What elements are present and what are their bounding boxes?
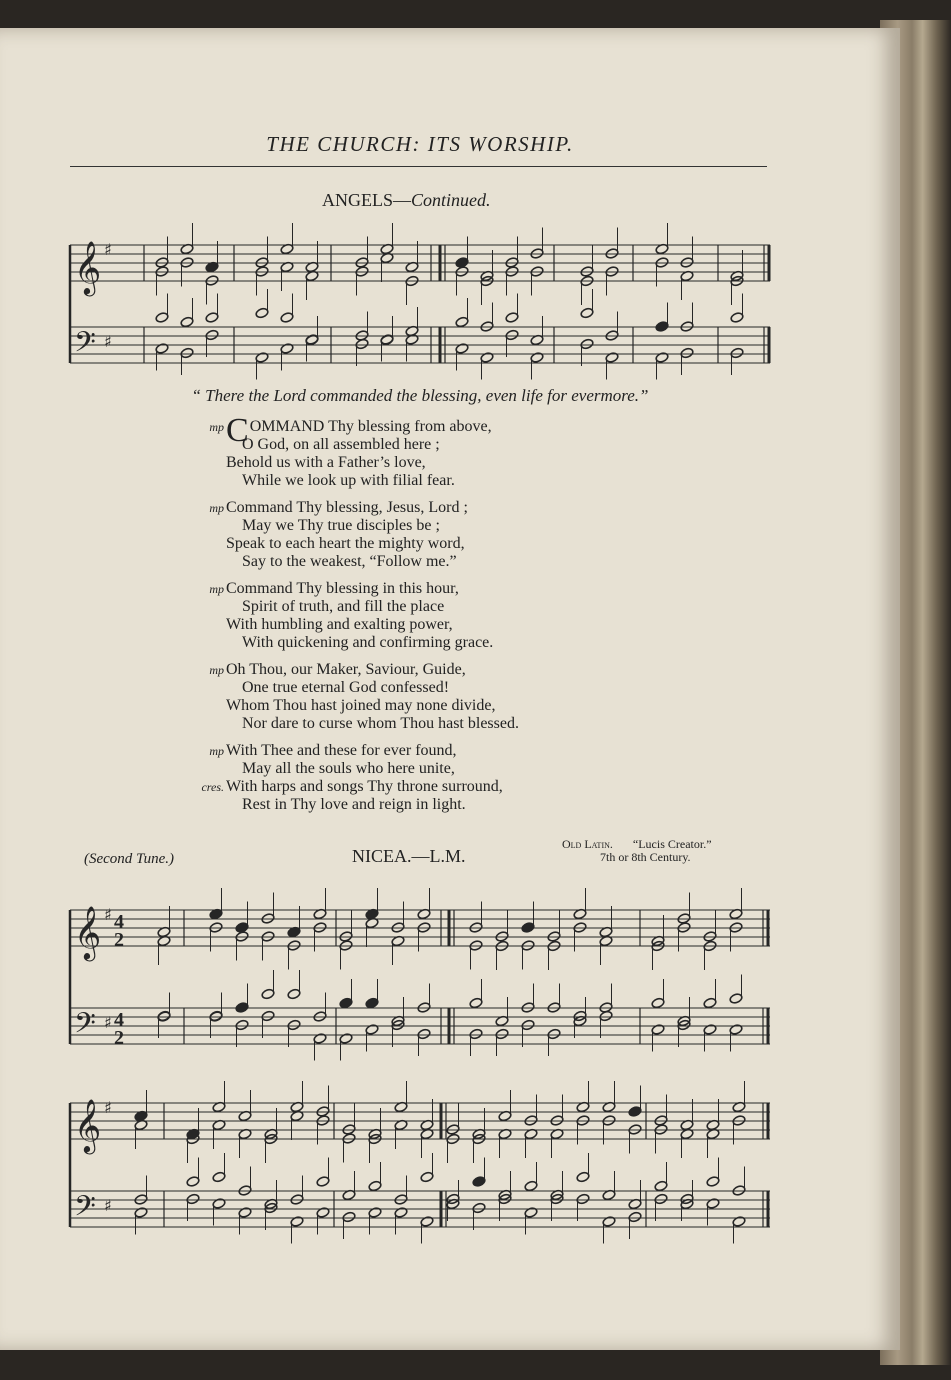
note-head xyxy=(313,1033,327,1045)
hymn-line-text: Spirit of truth, and fill the place xyxy=(242,598,445,615)
note-head xyxy=(394,1207,408,1219)
tune-name: ANGELS— xyxy=(322,190,411,210)
hymn-line xyxy=(226,616,786,634)
hymn-line-text: With Thee and these for ever found, xyxy=(226,742,457,759)
bass-staff xyxy=(70,1191,770,1227)
scripture-caption: “ There the Lord commanded the blessing, even life for evermore.” xyxy=(191,386,649,405)
bass-staff xyxy=(70,327,770,363)
note-head xyxy=(212,1198,226,1210)
hymn-line-text: O God, on all assembled here ; xyxy=(242,436,440,453)
note-head xyxy=(339,1033,353,1045)
source-century: 7th or 8th Century. xyxy=(600,850,691,864)
note-head xyxy=(732,1216,746,1228)
note-head xyxy=(420,1171,434,1183)
time-signature-bottom: 2 xyxy=(114,1027,124,1049)
note-head xyxy=(680,1193,694,1205)
music-system-nicea-2 xyxy=(66,1053,778,1230)
hymn-line xyxy=(226,553,786,571)
treble-clef-icon: 𝄞 xyxy=(74,240,102,294)
note-head xyxy=(368,1180,382,1192)
hymn-line xyxy=(226,796,786,814)
dynamic-marking: mp xyxy=(209,420,224,434)
note-head xyxy=(186,1176,200,1188)
note-head xyxy=(573,1010,587,1022)
note-head xyxy=(654,1193,668,1205)
hymn-line-text: Oh Thou, our Maker, Saviour, Guide, xyxy=(226,661,466,678)
key-signature-sharp-icon: ♯ xyxy=(104,1196,112,1215)
note-head xyxy=(729,993,743,1005)
tune-continued: Continued. xyxy=(411,190,491,210)
hymn-line-text: Speak to each heart the mighty word, xyxy=(226,535,465,552)
note-head xyxy=(205,312,219,324)
hymn-line-text: May we Thy true disciples be ; xyxy=(242,517,440,534)
note-head xyxy=(521,1019,535,1031)
note-head xyxy=(530,352,544,364)
note-head xyxy=(316,1176,330,1188)
note-head xyxy=(628,1211,642,1223)
hymn-line xyxy=(226,634,786,652)
note-head xyxy=(212,1171,226,1183)
note-head xyxy=(134,1207,148,1219)
note-head xyxy=(209,1010,223,1022)
time-signature-top: 4 xyxy=(114,1009,124,1031)
note-head xyxy=(155,312,169,324)
hymn-line xyxy=(201,778,786,796)
music-system-nicea-1 xyxy=(66,866,778,1049)
second-tune-label: (Second Tune.) xyxy=(84,851,174,867)
note-head xyxy=(469,1028,483,1040)
stanza xyxy=(201,742,786,814)
hymn-line-text: Say to the weakest, “Follow me.” xyxy=(242,553,457,570)
note-head xyxy=(495,1028,509,1040)
key-signature-sharp-icon: ♯ xyxy=(104,332,112,351)
note-head xyxy=(580,338,594,350)
hymn-line-text: Command Thy blessing, Jesus, Lord ; xyxy=(226,499,468,516)
note-head xyxy=(654,1180,668,1192)
note-head xyxy=(703,1024,717,1036)
note-head xyxy=(280,312,294,324)
treble-staff xyxy=(70,1103,770,1139)
note-head xyxy=(505,312,519,324)
note-head xyxy=(655,352,669,364)
note-head xyxy=(342,1211,356,1223)
hymn-line-text: With humbling and exalting power, xyxy=(226,616,453,633)
music-system-angels xyxy=(66,211,778,371)
note-head xyxy=(180,316,194,328)
note-head xyxy=(405,334,419,346)
hymn-line-text: May all the souls who here unite, xyxy=(242,760,455,777)
note-head xyxy=(316,1207,330,1219)
note-head xyxy=(706,1176,720,1188)
hymn-line-text: While we look up with filial fear. xyxy=(242,472,455,489)
note-head xyxy=(280,343,294,355)
dynamic-marking: mp xyxy=(209,663,224,677)
note-head xyxy=(729,1024,743,1036)
dynamic-marking: mp xyxy=(209,582,224,596)
note-head xyxy=(547,1028,561,1040)
treble-clef-icon: 𝄞 xyxy=(74,905,102,959)
note-head xyxy=(655,321,669,333)
note-head xyxy=(365,997,379,1009)
note-head xyxy=(261,1010,275,1022)
bass-clef-icon: 𝄢 xyxy=(74,1190,96,1230)
drop-cap: C xyxy=(226,412,249,449)
source-origin: Old Latin. xyxy=(562,837,613,851)
note-head xyxy=(290,1216,304,1228)
note-head xyxy=(305,334,319,346)
note-head xyxy=(602,1216,616,1228)
dynamic-marking: mp xyxy=(209,501,224,515)
note-head xyxy=(680,347,694,359)
note-head xyxy=(235,1019,249,1031)
hymn-line xyxy=(226,598,786,616)
note-head xyxy=(469,997,483,1009)
note-head xyxy=(521,922,535,934)
note-head xyxy=(628,1106,642,1118)
hymn-line xyxy=(209,742,786,760)
hymn-line xyxy=(226,715,786,733)
hymn-line-text: OMMAND Thy blessing from above, xyxy=(249,418,492,435)
time-signature-bottom: 2 xyxy=(114,929,124,951)
note-head xyxy=(446,1193,460,1205)
note-head xyxy=(651,997,665,1009)
key-signature-sharp-icon: ♯ xyxy=(104,240,112,259)
hymn-line xyxy=(209,661,786,679)
dynamic-marking: cres. xyxy=(201,780,224,794)
hymn-line xyxy=(226,436,786,454)
note-head xyxy=(355,338,369,350)
hymn-line-text: Nor dare to curse whom Thou hast blessed. xyxy=(242,715,519,732)
note-head xyxy=(580,307,594,319)
key-signature-sharp-icon: ♯ xyxy=(104,1098,112,1117)
hymn-line xyxy=(209,499,786,517)
hymn-line xyxy=(226,760,786,778)
note-head xyxy=(255,307,269,319)
note-head xyxy=(651,1024,665,1036)
note-head xyxy=(287,988,301,1000)
note-head xyxy=(261,988,275,1000)
note-head xyxy=(235,1002,249,1014)
note-head xyxy=(524,1180,538,1192)
note-head xyxy=(255,352,269,364)
note-head xyxy=(576,1171,590,1183)
note-head xyxy=(576,1193,590,1205)
hymn-line xyxy=(209,580,786,598)
hymn-line xyxy=(226,454,786,472)
note-head xyxy=(157,1010,171,1022)
treble-clef-icon: 𝄞 xyxy=(74,1098,102,1152)
hymn-line xyxy=(226,679,786,697)
note-head xyxy=(730,312,744,324)
note-head xyxy=(287,1019,301,1031)
bass-clef-icon: 𝄢 xyxy=(74,1007,96,1047)
note-head xyxy=(380,334,394,346)
hymn-line-text: Rest in Thy love and reign in light. xyxy=(242,796,466,813)
note-head xyxy=(205,329,219,341)
header-rule xyxy=(70,166,767,167)
tune-title-nicea: NICEA.—L.M. xyxy=(352,846,466,866)
bass-clef-icon: 𝄢 xyxy=(74,326,96,366)
hymn-line-text: Command Thy blessing in this hour, xyxy=(226,580,459,597)
time-signature-top: 4 xyxy=(114,911,124,933)
treble-staff xyxy=(70,910,770,946)
note-head xyxy=(472,1176,486,1188)
note-head xyxy=(186,1193,200,1205)
note-head xyxy=(605,352,619,364)
hymn-line xyxy=(226,535,786,553)
note-head xyxy=(339,997,353,1009)
dynamic-marking: mp xyxy=(209,744,224,758)
tune-source xyxy=(562,838,712,864)
note-head xyxy=(238,1207,252,1219)
stanza xyxy=(209,580,786,652)
note-head xyxy=(180,347,194,359)
hymn-line xyxy=(226,517,786,535)
book-page xyxy=(0,28,900,1350)
note-head xyxy=(155,343,169,355)
note-head xyxy=(524,1207,538,1219)
note-head xyxy=(417,1028,431,1040)
note-head xyxy=(480,352,494,364)
key-signature-sharp-icon: ♯ xyxy=(104,1013,112,1032)
note-head xyxy=(420,1216,434,1228)
hymn-line-text: With quickening and confirming grace. xyxy=(242,634,494,651)
treble-staff xyxy=(70,245,770,281)
hymn-line xyxy=(226,472,786,490)
note-head xyxy=(706,1198,720,1210)
note-head xyxy=(599,1010,613,1022)
note-head xyxy=(730,347,744,359)
note-head xyxy=(368,1207,382,1219)
note-head xyxy=(455,316,469,328)
note-head xyxy=(703,997,717,1009)
key-signature-sharp-icon: ♯ xyxy=(104,905,112,924)
hymn-text xyxy=(201,412,786,823)
note-head xyxy=(472,1202,486,1214)
hymn-line xyxy=(226,697,786,715)
stanza xyxy=(209,661,786,733)
running-head: THE CHURCH: ITS WORSHIP. xyxy=(266,132,574,156)
hymn-line-text: Behold us with a Father’s love, xyxy=(226,454,426,471)
hymn-line-text: One true eternal God confessed! xyxy=(242,679,450,696)
stanza xyxy=(209,412,786,490)
note-head xyxy=(455,343,469,355)
tune-title-angels xyxy=(322,190,491,211)
note-head xyxy=(365,1024,379,1036)
stanza xyxy=(209,499,786,571)
source-title: “Lucis Creator.” xyxy=(632,837,712,851)
hymn-line-text: Whom Thou hast joined may none divide, xyxy=(226,697,496,714)
hymn-line-text: With harps and songs Thy throne surround, xyxy=(226,778,503,795)
note-head xyxy=(505,329,519,341)
